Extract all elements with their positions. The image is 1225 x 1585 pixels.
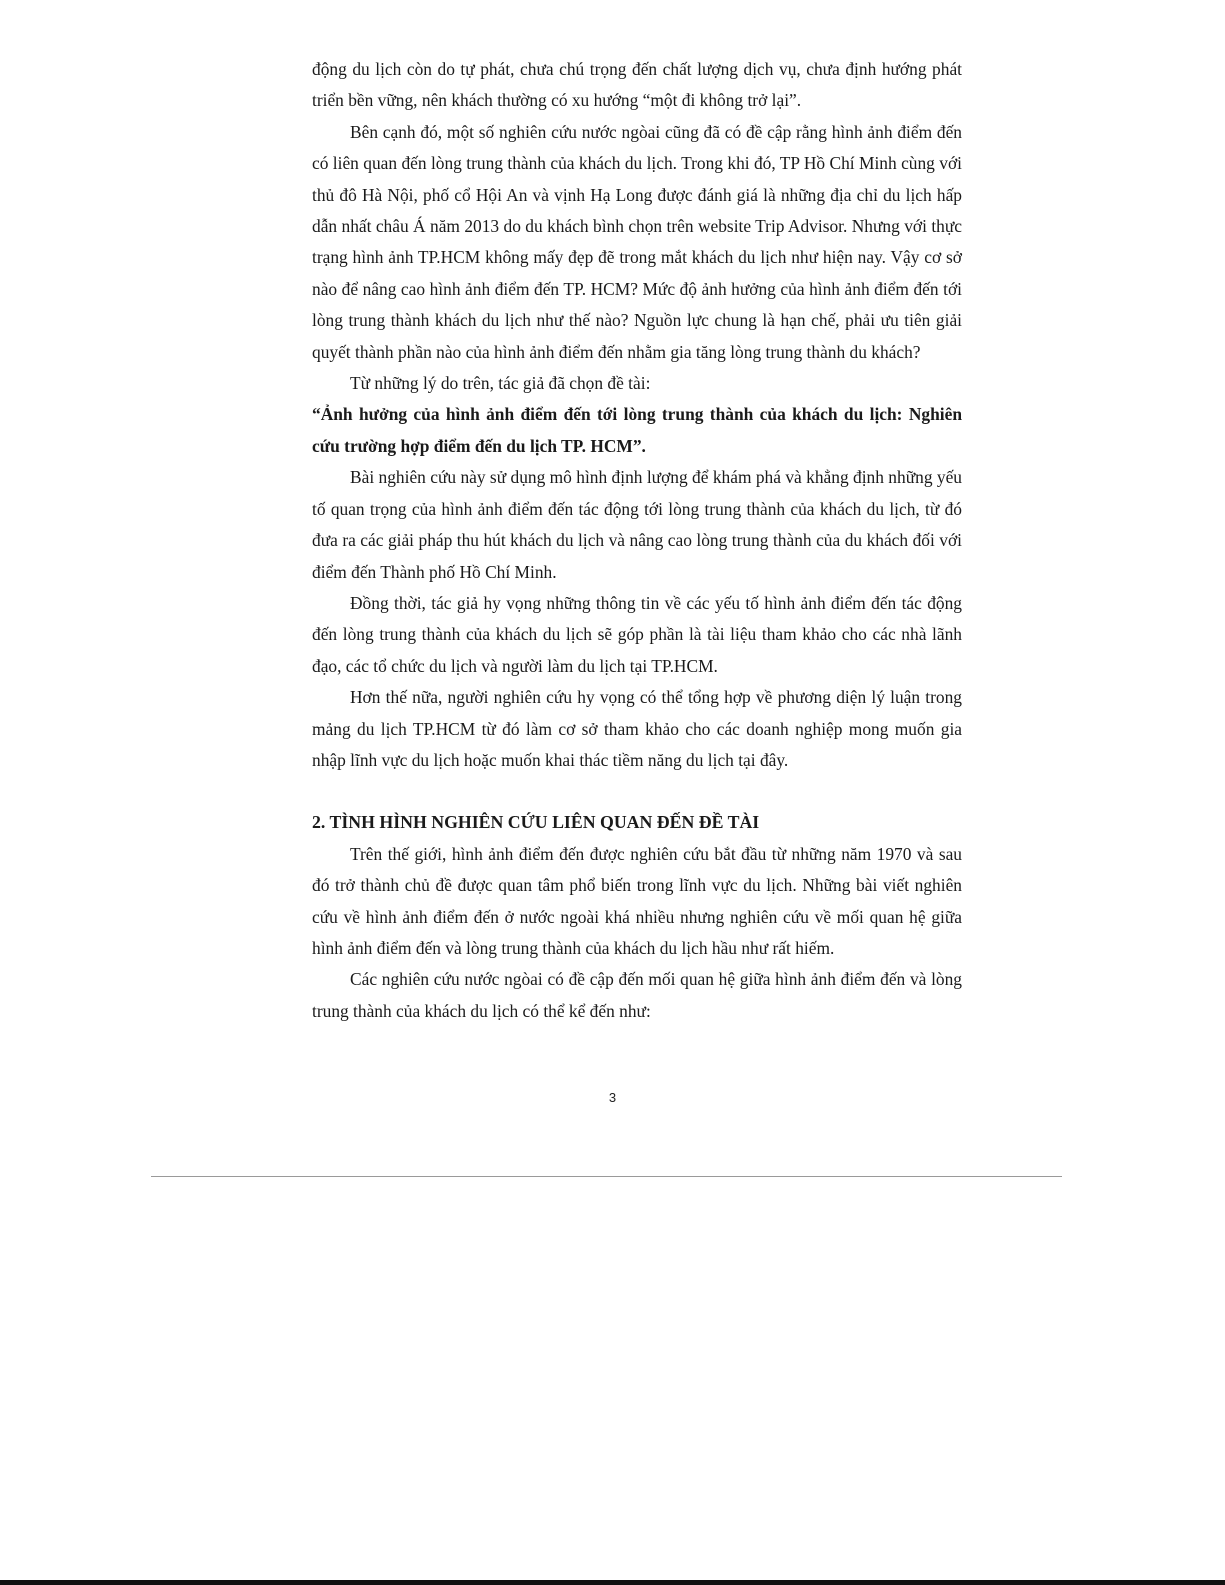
paragraph: Trên thế giới, hình ảnh điểm đến được nghiên cứu bắt đầu từ những năm 1970 và sau đó trở thành chủ đề được quan tâm phổ biến trong lĩnh vực du lịch. Những bài viết nghiên cứu về hình ảnh điểm đến ở nước ngoài khá nhiều nhưng nghiên cứu về mối quan hệ giữa hình ảnh điểm đến và lòng trung thành của khách du lịch hầu như rất hiếm. xyxy=(312,843,962,958)
page-number: 3 xyxy=(608,1090,617,1105)
paragraph: Bên cạnh đó, một số nghiên cứu nước ngòai cũng đã có đề cập rằng hình ảnh điểm đến có liên quan đến lòng trung thành của khách du lịch. Trong khi đó, TP Hồ Chí Minh cùng với thủ đô Hà Nội, phố cổ Hội An và vịnh Hạ Long được đánh giá là những địa chỉ du lịch hấp dẫn nhất châu Á năm 2013 do du khách bình chọn trên website Trip Advisor. Nhưng với thực trạng hình ảnh TP.HCM không mấy đẹp đẽ trong mắt khách du lịch như hiện nay. Vậy cơ sở nào để nâng cao hình ảnh điểm đến TP. HCM? Mức độ ảnh hưởng của hình ảnh điểm đến tới lòng trung thành khách du lịch như thế nào? Nguồn lực chung là hạn chế, phải ưu tiên giải quyết thành phần nào của hình ảnh điểm đến nhằm gia tăng lòng trung thành du khách? xyxy=(312,121,962,362)
section-heading: 2. TÌNH HÌNH NGHIÊN CỨU LIÊN QUAN ĐẾN ĐỀ TÀI xyxy=(312,812,760,833)
paragraph: Hơn thế nữa, người nghiên cứu hy vọng có thể tổng hợp về phương diện lý luận trong mảng du lịch TP.HCM từ đó làm cơ sở tham khảo cho các doanh nghiệp mong muốn gia nhập lĩnh vực du lịch hoặc muốn khai thác tiềm năng du lịch tại đây. xyxy=(312,687,962,770)
thesis-title: “Ảnh hưởng của hình ảnh điểm đến tới lòng trung thành của khách du lịch: Nghiên cứu trường hợp điểm đến du lịch TP. HCM”. xyxy=(312,404,962,456)
paragraph-continued: động du lịch còn do tự phát, chưa chú trọng đến chất lượng dịch vụ, chưa định hướng phát triển bền vững, nên khách thường có xu hướng “một đi không trở lại”. xyxy=(312,59,962,111)
paragraph: Các nghiên cứu nước ngòai có đề cập đến mối quan hệ giữa hình ảnh điểm đến và lòng trung thành của khách du lịch có thể kể đến như: xyxy=(312,969,962,1021)
paragraph: Đồng thời, tác giả hy vọng những thông tin về các yếu tố hình ảnh điểm đến tác động đến lòng trung thành của khách du lịch sẽ góp phần là tài liệu tham khảo cho các nhà lãnh đạo, các tổ chức du lịch và người làm du lịch tại TP.HCM. xyxy=(312,592,962,676)
paragraph: Bài nghiên cứu này sử dụng mô hình định lượng để khám phá và khẳng định những yếu tố quan trọng của hình ảnh điểm đến tác động tới lòng trung thành của khách du lịch, từ đó đưa ra các giải pháp thu hút khách du lịch và nâng cao lòng trung thành của du khách đối với điểm đến Thành phố Hồ Chí Minh. xyxy=(312,467,962,582)
paragraph: Từ những lý do trên, tác giả đã chọn đề tài: xyxy=(350,373,651,394)
page-break-divider xyxy=(151,1176,1062,1177)
bottom-edge-bar xyxy=(0,1580,1225,1585)
body-text xyxy=(312,54,962,1027)
